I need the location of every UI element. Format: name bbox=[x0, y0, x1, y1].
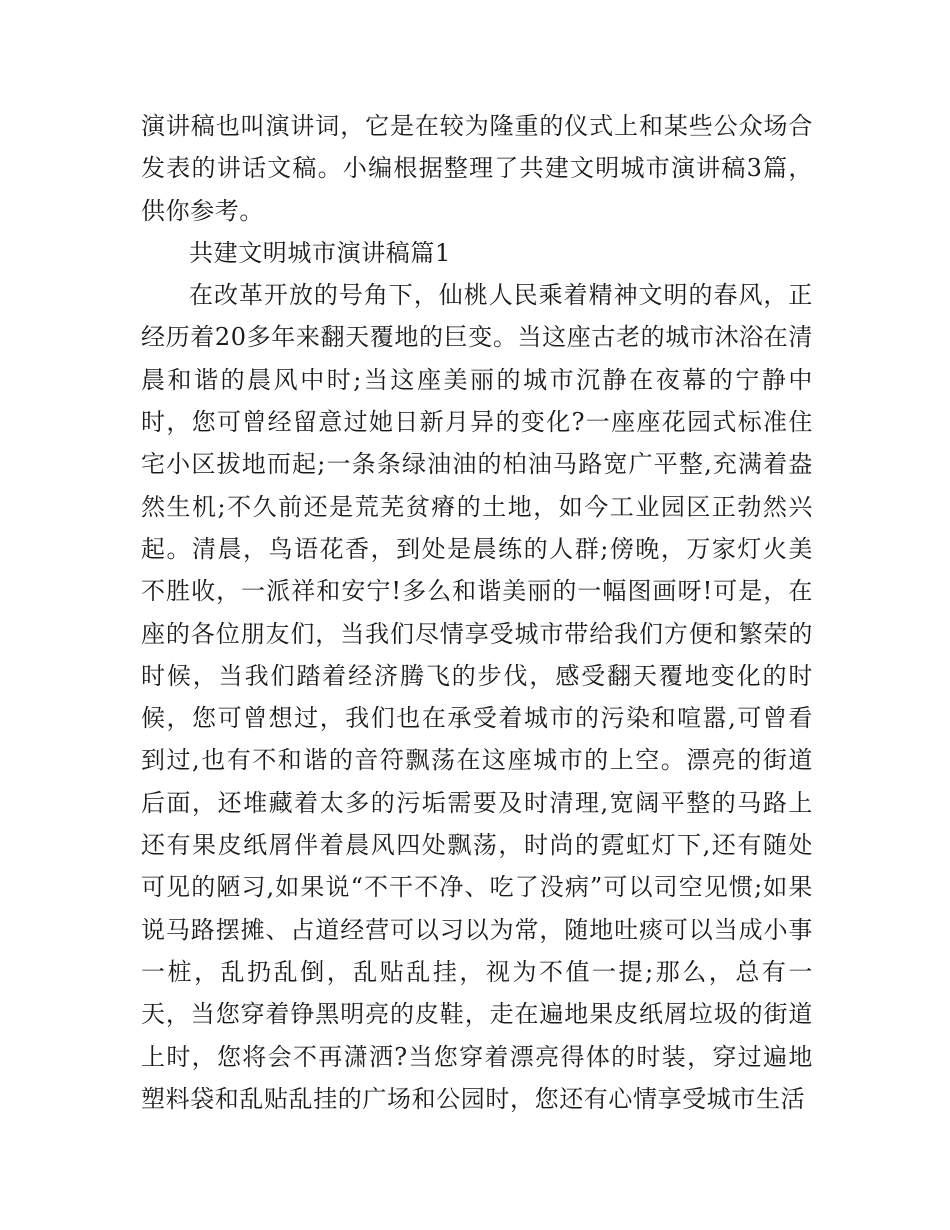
intro-paragraph: 演讲稿也叫演讲词，它是在较为隆重的仪式上和某些公众场合发表的讲话文稿。小编根据整理了共建文明城市演讲稿3篇，供你参考。 bbox=[141, 112, 813, 225]
body-paragraph: 在改革开放的号角下，仙桃人民乘着精神文明的春风，正经历着20多年来翻天覆地的巨变。当这座古老的城市沐浴在清晨和谐的晨风中时;当这座美丽的城市沉静在夜幕的宁静中时，您可曾经留意过她日新月异的变化?一座座花园式标准住宅小区拔地而起;一条条绿油油的柏油马路宽广平整,充满着盎然生机;不久前还是荒芜贫瘠的土地，如今工业园区正勃然兴起。清晨，鸟语花香，到处是晨练的人群;傍晚，万家灯火美不胜收，一派祥和安宁!多么和谐美丽的一幅图画呀!可是，在座的各位朋友们，当我们尽情享受城市带给我们方便和繁荣的时候，当我们踏着经济腾飞的步伐，感受翻天覆地变化的时候，您可曾想过，我们也在承受着城市的污染和喧嚣,可曾看到过,也有不和谐的音符飘荡在这座城市的上空。漂亮的街道后面，还堆藏着太多的污垢需要及时清理,宽阔平整的马路上还有果皮纸屑伴着晨风四处飘荡，时尚的霓虹灯下,还有随处可见的陋习,如果说“不干不净、吃了没病”可以司空见惯;如果说马路摆摊、占道经营可以习以为常，随地吐痰可以当成小事一桩，乱扔乱倒，乱贴乱挂，视为不值一提;那么，总有一天，当您穿着铮黑明亮的皮鞋，走在遍地果皮纸屑垃圾的街道上时，您将会不再潇洒?当您穿着漂亮得体的时装，穿过遍地塑料袋和乱贴乱挂的广场和公园时，您还有心情享受城市生活 bbox=[141, 281, 813, 1113]
section-heading: 共建文明城市演讲稿篇1 bbox=[189, 238, 451, 267]
document-body bbox=[141, 105, 813, 1120]
